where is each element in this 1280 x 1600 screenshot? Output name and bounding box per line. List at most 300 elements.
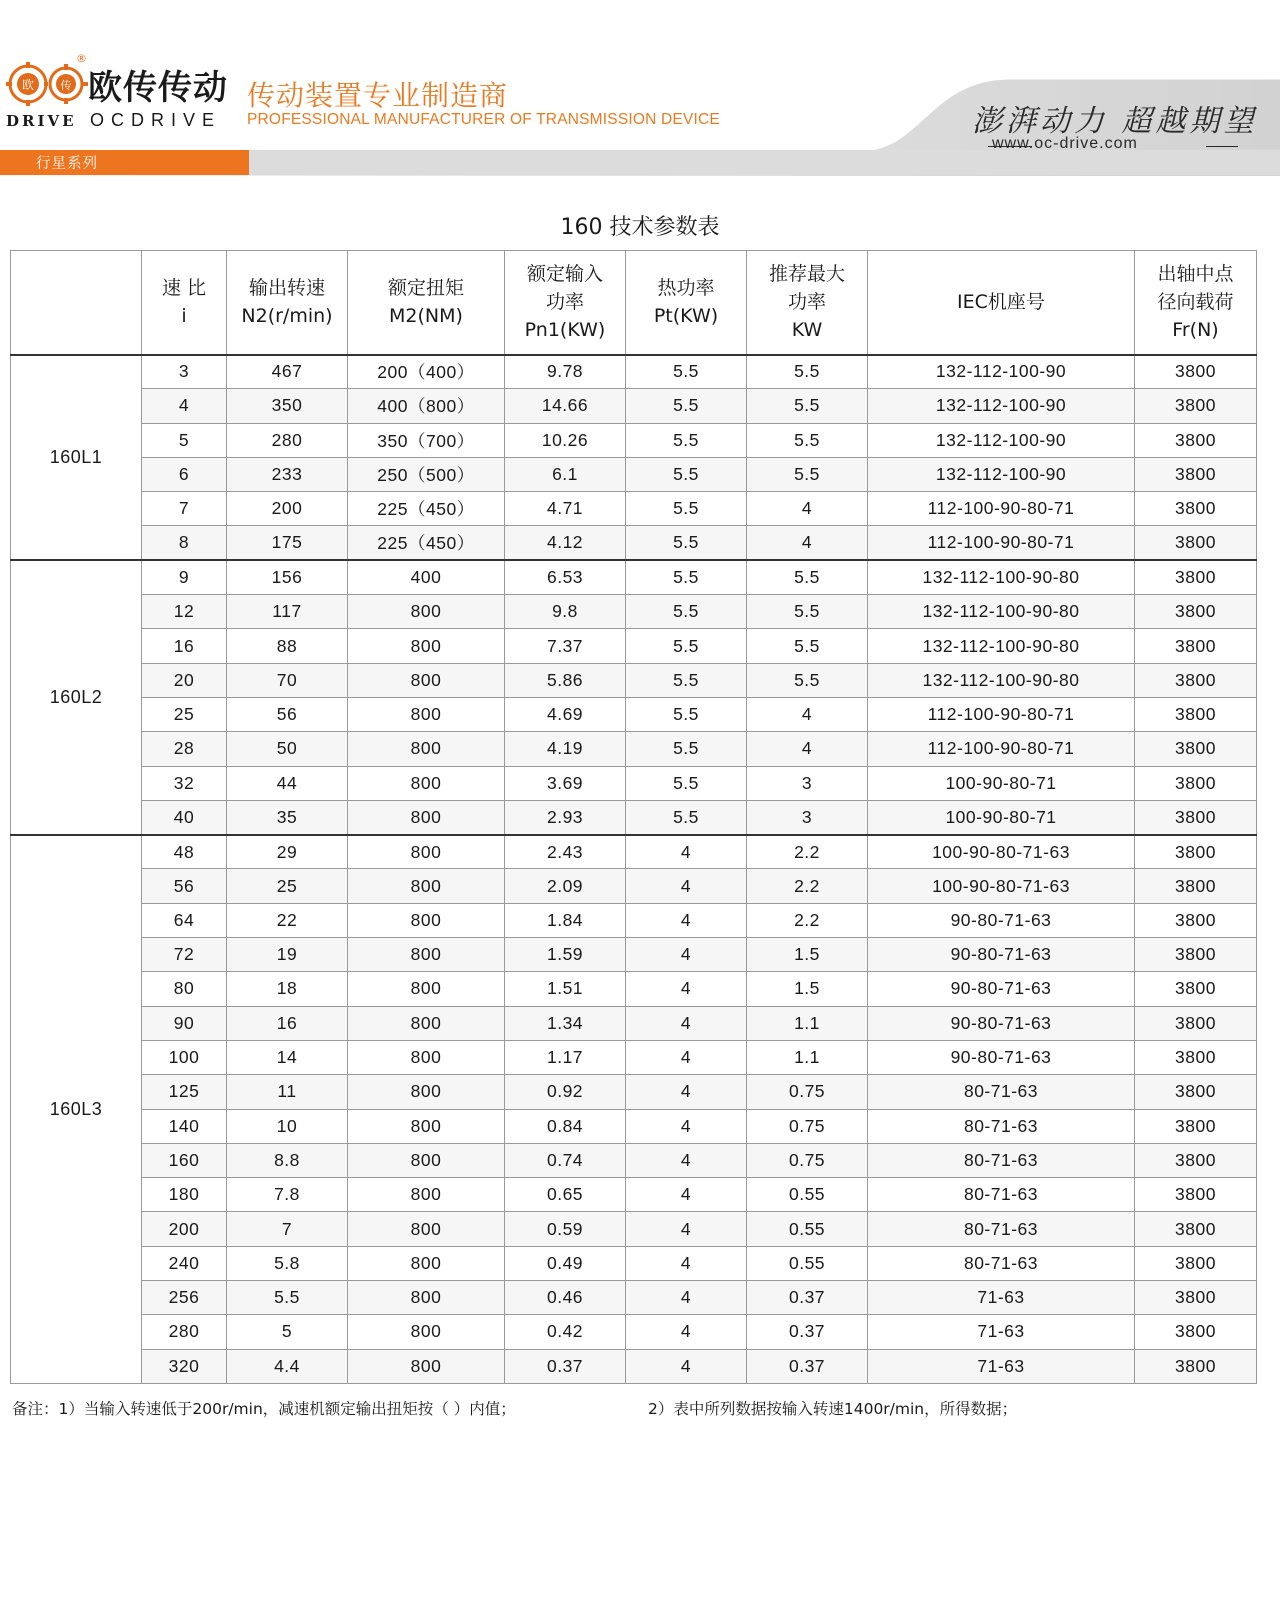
thermal-power-cell: 4 xyxy=(626,938,747,972)
input-power-cell: 0.92 xyxy=(505,1075,626,1109)
iec-frame-cell: 112-100-90-80-71 xyxy=(868,732,1135,766)
rated-torque-cell: 800 xyxy=(348,1212,505,1246)
rated-torque-cell: 800 xyxy=(348,766,505,800)
max-power-cell: 0.37 xyxy=(747,1315,868,1349)
rated-torque-cell: 350（700） xyxy=(348,423,505,457)
iec-frame-cell: 112-100-90-80-71 xyxy=(868,492,1135,526)
thermal-power-cell: 5.5 xyxy=(626,526,747,560)
iec-frame-cell: 132-112-100-90 xyxy=(868,389,1135,423)
radial-load-cell: 3800 xyxy=(1135,732,1257,766)
input-power-cell: 0.46 xyxy=(505,1281,626,1315)
radial-load-cell: 3800 xyxy=(1135,903,1257,937)
iec-frame-cell: 100-90-80-71 xyxy=(868,800,1135,834)
radial-load-cell: 3800 xyxy=(1135,423,1257,457)
rated-torque-cell: 800 xyxy=(348,1315,505,1349)
input-power-cell: 0.59 xyxy=(505,1212,626,1246)
ratio-cell: 280 xyxy=(142,1315,227,1349)
iec-frame-cell: 71-63 xyxy=(868,1315,1135,1349)
output-speed-cell: 7 xyxy=(227,1212,348,1246)
ratio-cell: 72 xyxy=(142,938,227,972)
page-header xyxy=(0,0,1280,176)
table-row xyxy=(11,972,1257,1006)
output-speed-cell: 44 xyxy=(227,766,348,800)
output-speed-cell: 29 xyxy=(227,835,348,869)
ratio-cell: 4 xyxy=(142,389,227,423)
max-power-cell: 2.2 xyxy=(747,835,868,869)
thermal-power-cell: 5.5 xyxy=(626,389,747,423)
iec-frame-cell: 80-71-63 xyxy=(868,1075,1135,1109)
input-power-cell: 2.43 xyxy=(505,835,626,869)
input-power-cell: 2.09 xyxy=(505,869,626,903)
ratio-cell: 9 xyxy=(142,560,227,594)
radial-load-cell: 3800 xyxy=(1135,389,1257,423)
radial-load-cell: 3800 xyxy=(1135,492,1257,526)
output-speed-cell: 200 xyxy=(227,492,348,526)
max-power-cell: 4 xyxy=(747,526,868,560)
input-power-cell: 6.53 xyxy=(505,560,626,594)
thermal-power-cell: 4 xyxy=(626,1143,747,1177)
thermal-power-cell: 4 xyxy=(626,1246,747,1280)
rated-torque-cell: 800 xyxy=(348,697,505,731)
output-speed-cell: 19 xyxy=(227,938,348,972)
table-body xyxy=(11,355,1257,1384)
table-row xyxy=(11,697,1257,731)
thermal-power-cell: 4 xyxy=(626,1178,747,1212)
table-row xyxy=(11,1109,1257,1143)
max-power-cell: 0.37 xyxy=(747,1281,868,1315)
max-power-cell: 4 xyxy=(747,492,868,526)
thermal-power-cell: 5.5 xyxy=(626,766,747,800)
max-power-cell: 5.5 xyxy=(747,663,868,697)
rated-torque-cell: 800 xyxy=(348,1349,505,1383)
table-row xyxy=(11,1315,1257,1349)
iec-frame-cell: 90-80-71-63 xyxy=(868,903,1135,937)
table-row xyxy=(11,1040,1257,1074)
output-speed-cell: 117 xyxy=(227,595,348,629)
spec-table xyxy=(10,250,1257,1384)
tagline-chinese: 传动装置专业制造商 xyxy=(247,79,509,112)
max-power-cell: 4 xyxy=(747,697,868,731)
input-power-cell: 0.37 xyxy=(505,1349,626,1383)
table-row xyxy=(11,869,1257,903)
max-power-cell: 5.5 xyxy=(747,457,868,491)
input-power-cell: 0.84 xyxy=(505,1109,626,1143)
header-output-speed: 输出转速 N2(r/min) xyxy=(227,251,348,355)
table-row xyxy=(11,492,1257,526)
ratio-cell: 64 xyxy=(142,903,227,937)
output-speed-cell: 70 xyxy=(227,663,348,697)
max-power-cell: 5.5 xyxy=(747,595,868,629)
rated-torque-cell: 800 xyxy=(348,1006,505,1040)
radial-load-cell: 3800 xyxy=(1135,1143,1257,1177)
iec-frame-cell: 100-90-80-71-63 xyxy=(868,869,1135,903)
ratio-cell: 7 xyxy=(142,492,227,526)
table-row xyxy=(11,835,1257,869)
thermal-power-cell: 5.5 xyxy=(626,800,747,834)
iec-frame-cell: 71-63 xyxy=(868,1349,1135,1383)
iec-frame-cell: 80-71-63 xyxy=(868,1178,1135,1212)
thermal-power-cell: 5.5 xyxy=(626,595,747,629)
thermal-power-cell: 5.5 xyxy=(626,663,747,697)
table-row xyxy=(11,766,1257,800)
rated-torque-cell: 250（500） xyxy=(348,457,505,491)
input-power-cell: 14.66 xyxy=(505,389,626,423)
thermal-power-cell: 4 xyxy=(626,1349,747,1383)
input-power-cell: 0.74 xyxy=(505,1143,626,1177)
iec-frame-cell: 100-90-80-71 xyxy=(868,766,1135,800)
output-speed-cell: 5 xyxy=(227,1315,348,1349)
header-recommended-max-power: 推荐最大 功率 KW xyxy=(747,251,868,355)
input-power-cell: 10.26 xyxy=(505,423,626,457)
header-ratio: 速 比 i xyxy=(142,251,227,355)
input-power-cell: 4.69 xyxy=(505,697,626,731)
table-header xyxy=(11,251,1257,355)
table-row xyxy=(11,423,1257,457)
ratio-cell: 56 xyxy=(142,869,227,903)
ratio-cell: 20 xyxy=(142,663,227,697)
table-row xyxy=(11,800,1257,834)
thermal-power-cell: 4 xyxy=(626,1281,747,1315)
table-row xyxy=(11,938,1257,972)
footnotes xyxy=(12,1397,1272,1421)
header-model xyxy=(11,251,142,355)
rated-torque-cell: 400 xyxy=(348,560,505,594)
thermal-power-cell: 5.5 xyxy=(626,457,747,491)
thermal-power-cell: 4 xyxy=(626,835,747,869)
radial-load-cell: 3800 xyxy=(1135,526,1257,560)
max-power-cell: 5.5 xyxy=(747,389,868,423)
max-power-cell: 0.75 xyxy=(747,1075,868,1109)
input-power-cell: 0.42 xyxy=(505,1315,626,1349)
rated-torque-cell: 800 xyxy=(348,663,505,697)
iec-frame-cell: 71-63 xyxy=(868,1281,1135,1315)
gear-char-2: 传 xyxy=(60,79,72,92)
radial-load-cell: 3800 xyxy=(1135,1109,1257,1143)
iec-frame-cell: 132-112-100-90-80 xyxy=(868,663,1135,697)
radial-load-cell: 3800 xyxy=(1135,457,1257,491)
output-speed-cell: 233 xyxy=(227,457,348,491)
radial-load-cell: 3800 xyxy=(1135,938,1257,972)
rated-torque-cell: 400（800） xyxy=(348,389,505,423)
iec-frame-cell: 132-112-100-90 xyxy=(868,355,1135,389)
radial-load-cell: 3800 xyxy=(1135,800,1257,834)
max-power-cell: 4 xyxy=(747,732,868,766)
model-cell: 160L3 xyxy=(11,835,142,1384)
iec-frame-cell: 132-112-100-90-80 xyxy=(868,560,1135,594)
input-power-cell: 4.71 xyxy=(505,492,626,526)
header-grey-band xyxy=(249,150,1280,175)
table-row xyxy=(11,526,1257,560)
thermal-power-cell: 4 xyxy=(626,869,747,903)
slogan: 澎湃动力 超越期望 xyxy=(972,104,1258,139)
rated-torque-cell: 800 xyxy=(348,1246,505,1280)
radial-load-cell: 3800 xyxy=(1135,1315,1257,1349)
radial-load-cell: 3800 xyxy=(1135,835,1257,869)
table-row xyxy=(11,1349,1257,1383)
max-power-cell: 5.5 xyxy=(747,560,868,594)
max-power-cell: 0.75 xyxy=(747,1109,868,1143)
max-power-cell: 5.5 xyxy=(747,423,868,457)
thermal-power-cell: 5.5 xyxy=(626,629,747,663)
rated-torque-cell: 800 xyxy=(348,1075,505,1109)
iec-frame-cell: 132-112-100-90 xyxy=(868,423,1135,457)
radial-load-cell: 3800 xyxy=(1135,355,1257,389)
footnote-2: 2）表中所列数据按输入转速1400r/min，所得数据； xyxy=(648,1400,1018,1418)
radial-load-cell: 3800 xyxy=(1135,1006,1257,1040)
model-cell: 160L2 xyxy=(11,560,142,834)
max-power-cell: 0.37 xyxy=(747,1349,868,1383)
table-row xyxy=(11,1075,1257,1109)
output-speed-cell: 175 xyxy=(227,526,348,560)
logo-chinese-name: 欧传传动 xyxy=(88,68,228,108)
ratio-cell: 125 xyxy=(142,1075,227,1109)
table-row xyxy=(11,355,1257,389)
input-power-cell: 0.65 xyxy=(505,1178,626,1212)
table-row xyxy=(11,389,1257,423)
table-row xyxy=(11,663,1257,697)
ratio-cell: 16 xyxy=(142,629,227,663)
output-speed-cell: 25 xyxy=(227,869,348,903)
output-speed-cell: 22 xyxy=(227,903,348,937)
iec-frame-cell: 90-80-71-63 xyxy=(868,938,1135,972)
input-power-cell: 9.8 xyxy=(505,595,626,629)
ratio-cell: 240 xyxy=(142,1246,227,1280)
max-power-cell: 1.5 xyxy=(747,972,868,1006)
input-power-cell: 1.84 xyxy=(505,903,626,937)
iec-frame-cell: 80-71-63 xyxy=(868,1109,1135,1143)
header-thermal-power: 热功率 Pt(KW) xyxy=(626,251,747,355)
radial-load-cell: 3800 xyxy=(1135,869,1257,903)
ratio-cell: 6 xyxy=(142,457,227,491)
ratio-cell: 40 xyxy=(142,800,227,834)
iec-frame-cell: 90-80-71-63 xyxy=(868,1006,1135,1040)
output-speed-cell: 14 xyxy=(227,1040,348,1074)
output-speed-cell: 10 xyxy=(227,1109,348,1143)
output-speed-cell: 467 xyxy=(227,355,348,389)
website-url: www.oc-drive.com xyxy=(992,135,1138,152)
ratio-cell: 25 xyxy=(142,697,227,731)
input-power-cell: 5.86 xyxy=(505,663,626,697)
thermal-power-cell: 4 xyxy=(626,1040,747,1074)
max-power-cell: 0.75 xyxy=(747,1143,868,1177)
radial-load-cell: 3800 xyxy=(1135,1075,1257,1109)
radial-load-cell: 3800 xyxy=(1135,766,1257,800)
thermal-power-cell: 5.5 xyxy=(626,355,747,389)
thermal-power-cell: 5.5 xyxy=(626,560,747,594)
thermal-power-cell: 4 xyxy=(626,1212,747,1246)
table-row xyxy=(11,560,1257,594)
iec-frame-cell: 90-80-71-63 xyxy=(868,1040,1135,1074)
model-cell: 160L1 xyxy=(11,355,142,561)
radial-load-cell: 3800 xyxy=(1135,629,1257,663)
thermal-power-cell: 5.5 xyxy=(626,697,747,731)
ratio-cell: 12 xyxy=(142,595,227,629)
rated-torque-cell: 800 xyxy=(348,1281,505,1315)
output-speed-cell: 280 xyxy=(227,423,348,457)
ratio-cell: 90 xyxy=(142,1006,227,1040)
iec-frame-cell: 90-80-71-63 xyxy=(868,972,1135,1006)
rated-torque-cell: 800 xyxy=(348,835,505,869)
tagline-english: PROFESSIONAL MANUFACTURER OF TRANSMISSION DEVICE xyxy=(247,111,720,128)
output-speed-cell: 35 xyxy=(227,800,348,834)
max-power-cell: 0.55 xyxy=(747,1246,868,1280)
series-label: 行星系列 xyxy=(36,156,98,172)
max-power-cell: 3 xyxy=(747,800,868,834)
rated-torque-cell: 800 xyxy=(348,972,505,1006)
thermal-power-cell: 4 xyxy=(626,1075,747,1109)
max-power-cell: 1.1 xyxy=(747,1040,868,1074)
rated-torque-cell: 200（400） xyxy=(348,355,505,389)
max-power-cell: 5.5 xyxy=(747,629,868,663)
table-row xyxy=(11,595,1257,629)
rated-torque-cell: 225（450） xyxy=(348,492,505,526)
table-row xyxy=(11,1178,1257,1212)
header-rated-input-power: 额定输入 功率 Pn1(KW) xyxy=(505,251,626,355)
website-rule-right xyxy=(1206,146,1238,147)
company-logo xyxy=(4,54,244,134)
gear-char-1: 欧 xyxy=(21,78,35,92)
radial-load-cell: 3800 xyxy=(1135,1178,1257,1212)
iec-frame-cell: 112-100-90-80-71 xyxy=(868,697,1135,731)
radial-load-cell: 3800 xyxy=(1135,1281,1257,1315)
rated-torque-cell: 800 xyxy=(348,938,505,972)
table-row xyxy=(11,457,1257,491)
rated-torque-cell: 800 xyxy=(348,869,505,903)
header-rated-torque: 额定扭矩 M2(NM) xyxy=(348,251,505,355)
output-speed-cell: 156 xyxy=(227,560,348,594)
iec-frame-cell: 80-71-63 xyxy=(868,1246,1135,1280)
gear-logo-icon xyxy=(4,58,90,110)
output-speed-cell: 7.8 xyxy=(227,1178,348,1212)
radial-load-cell: 3800 xyxy=(1135,972,1257,1006)
table-row xyxy=(11,1246,1257,1280)
table-header-row xyxy=(11,251,1257,355)
ratio-cell: 80 xyxy=(142,972,227,1006)
thermal-power-cell: 5.5 xyxy=(626,492,747,526)
input-power-cell: 7.37 xyxy=(505,629,626,663)
rated-torque-cell: 800 xyxy=(348,1178,505,1212)
max-power-cell: 2.2 xyxy=(747,903,868,937)
ratio-cell: 32 xyxy=(142,766,227,800)
output-speed-cell: 5.5 xyxy=(227,1281,348,1315)
ratio-cell: 140 xyxy=(142,1109,227,1143)
iec-frame-cell: 132-112-100-90 xyxy=(868,457,1135,491)
input-power-cell: 4.19 xyxy=(505,732,626,766)
rated-torque-cell: 800 xyxy=(348,629,505,663)
rated-torque-cell: 225（450） xyxy=(348,526,505,560)
rated-torque-cell: 800 xyxy=(348,903,505,937)
output-speed-cell: 5.8 xyxy=(227,1246,348,1280)
input-power-cell: 9.78 xyxy=(505,355,626,389)
radial-load-cell: 3800 xyxy=(1135,1246,1257,1280)
output-speed-cell: 11 xyxy=(227,1075,348,1109)
max-power-cell: 2.2 xyxy=(747,869,868,903)
ratio-cell: 48 xyxy=(142,835,227,869)
max-power-cell: 0.55 xyxy=(747,1178,868,1212)
iec-frame-cell: 80-71-63 xyxy=(868,1143,1135,1177)
output-speed-cell: 50 xyxy=(227,732,348,766)
table-row xyxy=(11,1006,1257,1040)
thermal-power-cell: 4 xyxy=(626,1006,747,1040)
thermal-power-cell: 4 xyxy=(626,1109,747,1143)
output-speed-cell: 350 xyxy=(227,389,348,423)
input-power-cell: 2.93 xyxy=(505,800,626,834)
logo-english-left: DRIVE xyxy=(6,112,77,130)
table-row xyxy=(11,629,1257,663)
iec-frame-cell: 100-90-80-71-63 xyxy=(868,835,1135,869)
header-iec-frame: IEC机座号 xyxy=(868,251,1135,355)
rated-torque-cell: 800 xyxy=(348,732,505,766)
radial-load-cell: 3800 xyxy=(1135,1212,1257,1246)
input-power-cell: 3.69 xyxy=(505,766,626,800)
logo-english-right: OCDRIVE xyxy=(90,110,222,130)
iec-frame-cell: 132-112-100-90-80 xyxy=(868,595,1135,629)
radial-load-cell: 3800 xyxy=(1135,560,1257,594)
ratio-cell: 320 xyxy=(142,1349,227,1383)
table-row xyxy=(11,1281,1257,1315)
ratio-cell: 180 xyxy=(142,1178,227,1212)
rated-torque-cell: 800 xyxy=(348,1143,505,1177)
input-power-cell: 1.59 xyxy=(505,938,626,972)
table-row xyxy=(11,903,1257,937)
thermal-power-cell: 4 xyxy=(626,903,747,937)
ratio-cell: 5 xyxy=(142,423,227,457)
ratio-cell: 200 xyxy=(142,1212,227,1246)
table-row xyxy=(11,1212,1257,1246)
rated-torque-cell: 800 xyxy=(348,800,505,834)
radial-load-cell: 3800 xyxy=(1135,1040,1257,1074)
input-power-cell: 1.34 xyxy=(505,1006,626,1040)
max-power-cell: 0.55 xyxy=(747,1212,868,1246)
rated-torque-cell: 800 xyxy=(348,595,505,629)
max-power-cell: 5.5 xyxy=(747,355,868,389)
output-speed-cell: 56 xyxy=(227,697,348,731)
ratio-cell: 8 xyxy=(142,526,227,560)
thermal-power-cell: 5.5 xyxy=(626,732,747,766)
ratio-cell: 28 xyxy=(142,732,227,766)
registered-mark: ® xyxy=(76,52,87,65)
output-speed-cell: 88 xyxy=(227,629,348,663)
output-speed-cell: 16 xyxy=(227,1006,348,1040)
output-speed-cell: 8.8 xyxy=(227,1143,348,1177)
radial-load-cell: 3800 xyxy=(1135,697,1257,731)
table-row xyxy=(11,1143,1257,1177)
thermal-power-cell: 4 xyxy=(626,1315,747,1349)
output-speed-cell: 18 xyxy=(227,972,348,1006)
ratio-cell: 256 xyxy=(142,1281,227,1315)
input-power-cell: 6.1 xyxy=(505,457,626,491)
thermal-power-cell: 4 xyxy=(626,972,747,1006)
rated-torque-cell: 800 xyxy=(348,1109,505,1143)
thermal-power-cell: 5.5 xyxy=(626,423,747,457)
iec-frame-cell: 80-71-63 xyxy=(868,1212,1135,1246)
input-power-cell: 0.49 xyxy=(505,1246,626,1280)
radial-load-cell: 3800 xyxy=(1135,595,1257,629)
max-power-cell: 3 xyxy=(747,766,868,800)
input-power-cell: 1.17 xyxy=(505,1040,626,1074)
rated-torque-cell: 800 xyxy=(348,1040,505,1074)
table-title: 160 技术参数表 xyxy=(560,215,720,240)
table-row xyxy=(11,732,1257,766)
max-power-cell: 1.1 xyxy=(747,1006,868,1040)
header-radial-load: 出轴中点 径向载荷 Fr(N) xyxy=(1135,251,1257,355)
output-speed-cell: 4.4 xyxy=(227,1349,348,1383)
ratio-cell: 160 xyxy=(142,1143,227,1177)
radial-load-cell: 3800 xyxy=(1135,663,1257,697)
ratio-cell: 3 xyxy=(142,355,227,389)
footnote-1: 备注：1）当输入转速低于200r/min，减速机额定输出扭矩按（ ）内值； xyxy=(12,1400,516,1418)
max-power-cell: 1.5 xyxy=(747,938,868,972)
